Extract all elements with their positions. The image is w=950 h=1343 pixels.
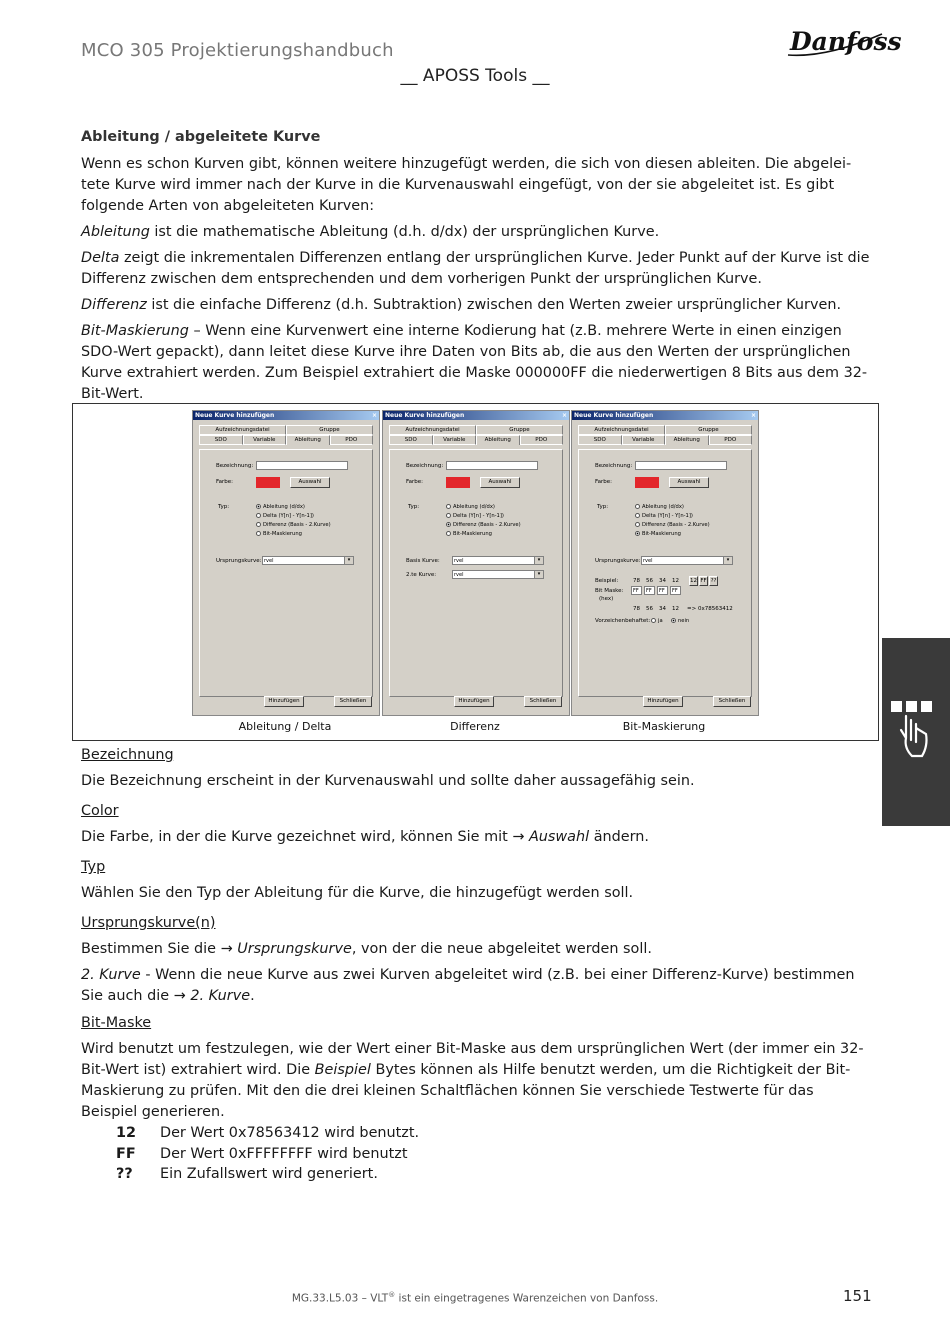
tab-sdo[interactable]: SDO	[199, 435, 243, 445]
zweite-kurve-label: 2.te Kurve:	[406, 572, 437, 578]
tab-ableitung[interactable]: Ableitung	[286, 435, 330, 445]
page-footer: MG.33.L5.03 – VLT® ist ein eingetragenes Warenzeichen von Danfoss.	[291, 1291, 659, 1305]
bezeichnung-label: Bezeichnung:	[406, 463, 444, 469]
chevron-down-icon: ▾	[534, 571, 543, 578]
ableitung-paragraph	[81, 222, 873, 243]
farbe-label: Farbe:	[216, 479, 234, 485]
radio-delta[interactable]: Delta (Y[n] - Y[n-1])	[635, 513, 693, 519]
basis-kurve-label: Basis Kurve:	[406, 558, 440, 564]
auswahl-button[interactable]: Auswahl	[669, 477, 709, 488]
color-swatch	[635, 477, 659, 488]
dialog-bit-maskierung	[571, 410, 759, 716]
field-descriptions	[81, 745, 873, 1128]
result-byte: 56	[646, 606, 653, 612]
chapter-side-tab	[882, 638, 950, 826]
tab-pdo[interactable]: PDO	[709, 435, 753, 445]
definition-row	[116, 1164, 419, 1185]
subsection-heading: Ableitung / abgeleitete Kurve	[81, 129, 321, 145]
radio-bitmaskierung[interactable]: Bit-Maskierung	[256, 531, 302, 537]
zweite-kurve-select[interactable]: rvel ▾	[452, 570, 544, 579]
schliessen-button[interactable]: Schließen	[524, 696, 562, 707]
dialog-titlebar: Neue Kurve hinzufügen ×	[195, 412, 377, 419]
arrow-icon: →	[512, 829, 525, 845]
result-byte: 78	[633, 606, 640, 612]
definition-key: ??	[116, 1166, 133, 1182]
ursprungskurve-select[interactable]: rvel ▾	[641, 556, 733, 565]
close-icon[interactable]: ×	[371, 412, 377, 419]
caption-ableitung-delta: Ableitung / Delta	[238, 720, 332, 733]
schliessen-button[interactable]: Schließen	[334, 696, 372, 707]
bezeichnung-title: Bezeichnung	[81, 747, 174, 763]
term: Differenz	[81, 297, 147, 313]
differenz-paragraph	[81, 295, 873, 316]
auswahl-button[interactable]: Auswahl	[290, 477, 330, 488]
beispiel-label: Beispiel:	[595, 578, 619, 584]
manual-title: MCO 305 Projektierungshandbuch	[81, 40, 394, 61]
arrow-icon: →	[220, 941, 233, 957]
tab-bar	[389, 425, 563, 449]
basis-kurve-select[interactable]: rvel ▾	[452, 556, 544, 565]
tab-aufzeichnungsdatei[interactable]: Aufzeichnungsdatei	[199, 425, 286, 435]
vorzeichen-label: Vorzeichenbehaftet:	[595, 618, 651, 624]
bezeichnung-input[interactable]	[256, 461, 348, 470]
farbe-label: Farbe:	[595, 479, 613, 485]
mask-byte-input[interactable]: FF	[631, 586, 642, 595]
color-swatch	[446, 477, 470, 488]
chevron-down-icon: ▾	[534, 557, 543, 564]
dialog-ableitung-delta	[192, 410, 380, 716]
tab-variable[interactable]: Variable	[622, 435, 666, 445]
beispiel-random-button[interactable]: ??	[710, 578, 717, 584]
radio-bitmaskierung[interactable]: Bit-Maskierung	[446, 531, 492, 537]
ursprung-title: Ursprungskurve(n)	[81, 915, 216, 931]
dialog-differenz	[382, 410, 570, 716]
tab-aufzeichnungsdatei[interactable]: Aufzeichnungsdatei	[389, 425, 476, 435]
hinzufuegen-button[interactable]: Hinzufügen	[454, 696, 494, 707]
radio-ableitung[interactable]: Ableitung (d/dx)	[256, 504, 305, 510]
caption-differenz: Differenz	[450, 720, 500, 733]
section-title: __ APOSS Tools __	[400, 66, 550, 86]
bitmask-paragraph	[81, 321, 873, 405]
tab-ableitung[interactable]: Ableitung	[476, 435, 520, 445]
radio-differenz[interactable]: Differenz (Basis - 2.Kurve)	[635, 522, 710, 528]
ursprungskurve-select[interactable]: rvel ▾	[262, 556, 354, 565]
tab-aufzeichnungsdatei[interactable]: Aufzeichnungsdatei	[578, 425, 665, 435]
radio-delta[interactable]: Delta (Y[n] - Y[n-1])	[446, 513, 504, 519]
beispiel-byte: 56	[646, 578, 653, 584]
dialog-screenshot-figure	[72, 403, 879, 741]
close-icon[interactable]: ×	[561, 412, 567, 419]
definition-key: FF	[116, 1145, 136, 1162]
tab-gruppe[interactable]: Gruppe	[665, 425, 752, 435]
danfoss-logo	[786, 22, 902, 60]
tab-variable[interactable]: Variable	[433, 435, 477, 445]
dialog-titlebar: Neue Kurve hinzufügen ×	[574, 412, 756, 419]
intro-paragraph: Wenn es schon Kurven gibt, können weitere hinzugefügt werden, die sich von diesen ableiten. Die abgelei-tete Kurve wird immer nach der Kurve in die Kurvenauswahl eingefügt, von der sie abgeleitet ist. Es gibt folgende Arten von abgeleiteten Kurven:	[81, 156, 852, 214]
beispiel-12-button[interactable]: 12	[690, 578, 697, 584]
beispiel-byte: 12	[672, 578, 679, 584]
zweite-kurve-text: 2. Kurve - Wenn die neue Kurve aus zwei Kurven abgeleitet wird (z.B. bei einer Differenz-Kurve) bestimmen Sie auch die → 2. Kurve.	[81, 967, 855, 1004]
beispiel-ff-button[interactable]: FF	[700, 578, 707, 584]
arrow-icon: →	[173, 988, 186, 1004]
tab-ableitung[interactable]: Ableitung	[665, 435, 709, 445]
typ-label: Typ:	[597, 504, 609, 510]
typ-label: Typ:	[218, 504, 230, 510]
term: Ableitung	[81, 224, 150, 240]
radio-ableitung[interactable]: Ableitung (d/dx)	[635, 504, 684, 510]
tab-gruppe[interactable]: Gruppe	[476, 425, 563, 435]
svg-text:Danfoss: Danfoss	[790, 27, 902, 56]
page-number: 151	[843, 1287, 872, 1305]
definition-value: Der Wert 0xFFFFFFFF wird benutzt	[160, 1145, 408, 1162]
radio-ableitung[interactable]: Ableitung (d/dx)	[446, 504, 495, 510]
mask-byte-input[interactable]: FF	[670, 586, 681, 595]
ursprung-text: Bestimmen Sie die → Ursprungskurve, von der die neue abgeleitet werden soll.	[81, 941, 652, 957]
mask-byte-input[interactable]: FF	[644, 586, 655, 595]
typ-text: Wählen Sie den Typ der Ableitung für die Kurve, die hinzugefügt werden soll.	[81, 885, 634, 901]
bitmaske-label: Bit Maske:	[595, 588, 624, 594]
bezeichnung-label: Bezeichnung:	[595, 463, 633, 469]
chevron-down-icon: ▾	[723, 557, 732, 564]
radio-differenz[interactable]: Differenz (Basis - 2.Kurve)	[256, 522, 331, 528]
color-text: Die Farbe, in der die Kurve gezeichnet wird, können Sie mit → Auswahl ändern.	[81, 829, 649, 845]
caption-bit-maskierung: Bit-Maskierung	[622, 720, 706, 733]
dialog-titlebar: Neue Kurve hinzufügen ×	[385, 412, 567, 419]
text: ist die mathematische Ableitung (d.h. d/dx) der ursprünglichen Kurve.	[149, 224, 660, 240]
radio-bitmaskierung[interactable]: Bit-Maskierung	[635, 531, 681, 537]
tab-bar	[199, 425, 373, 449]
farbe-label: Farbe:	[406, 479, 424, 485]
auswahl-button[interactable]: Auswahl	[480, 477, 520, 488]
hand-pointer-icon	[882, 638, 950, 826]
tab-sdo[interactable]: SDO	[578, 435, 622, 445]
tab-panel	[389, 449, 563, 704]
term: Delta	[81, 250, 120, 266]
bitmaske-title: Bit-Maske	[81, 1015, 152, 1031]
tab-panel	[199, 449, 373, 704]
result-byte: 34	[659, 606, 666, 612]
tab-sdo[interactable]: SDO	[389, 435, 433, 445]
beispiel-byte: 34	[659, 578, 666, 584]
tab-pdo[interactable]: PDO	[330, 435, 374, 445]
delta-paragraph	[81, 248, 873, 290]
definition-key: 12	[116, 1125, 137, 1141]
beispiel-byte: 78	[633, 578, 640, 584]
term: Bit-Maskierung	[81, 323, 189, 339]
chevron-down-icon: ▾	[344, 557, 353, 564]
definition-value: Der Wert 0x78563412 wird benutzt.	[160, 1125, 420, 1141]
tab-gruppe[interactable]: Gruppe	[286, 425, 373, 435]
definition-list	[116, 1123, 419, 1185]
result-value: => 0x78563412	[687, 606, 733, 612]
close-icon[interactable]: ×	[750, 412, 756, 419]
main-text	[81, 127, 873, 410]
definition-row	[116, 1123, 419, 1144]
result-byte: 12	[672, 606, 679, 612]
bezeichnung-text: Die Bezeichnung erscheint in der Kurvenauswahl und sollte daher aussagefähig sein.	[81, 773, 695, 789]
definition-value: Ein Zufallswert wird generiert.	[160, 1166, 378, 1182]
tab-panel	[578, 449, 752, 704]
tab-variable[interactable]: Variable	[243, 435, 287, 445]
bitmaske-text: Wird benutzt um festzulegen, wie der Wert einer Bit-Maske aus dem ursprünglichen Wert (der immer ein 32-Bit-Wert ist) extrahiert wird. Die Beispiel Bytes können als Hilfe benutzt werden, um die Richtigkeit der Bit-Maskierung zu prüfen. Mit den die drei kleinen Schaltflächen können Sie verschiede Testwerte für das Beispiel generieren.	[81, 1041, 864, 1120]
bezeichnung-input[interactable]	[446, 461, 538, 470]
text: – Wenn eine Kurvenwert eine interne Kodierung hat (z.B. mehrere Werte in einen einzigen SDO-Wert gepackt), dann leitet diese Kurve ihre Daten von Bits ab, die aus den Werten der ursprünglichen Kurve extrahiert werden. Zum Beispiel extrahiert die Maske 000000FF die niederwertigen 8 Bits aus dem 32-Bit-Wert.	[81, 323, 868, 402]
tab-pdo[interactable]: PDO	[520, 435, 564, 445]
definition-row	[116, 1144, 419, 1165]
radio-delta[interactable]: Delta (Y[n] - Y[n-1])	[256, 513, 314, 519]
text: zeigt die inkrementalen Differenzen entlang der ursprünglichen Kurve. Jeder Punkt auf der Kurve ist die Differenz zwischen dem entsprechenden und dem vorherigen Punkt der ursprünglichen Kurve.	[81, 250, 870, 287]
color-swatch	[256, 477, 280, 488]
hinzufuegen-button[interactable]: Hinzufügen	[643, 696, 683, 707]
radio-nein[interactable]: nein	[671, 618, 689, 624]
ursprungskurve-label: Ursprungskurve:	[595, 558, 641, 564]
radio-ja[interactable]: ja	[651, 618, 663, 624]
tab-bar	[578, 425, 752, 449]
text: ist die einfache Differenz (d.h. Subtraktion) zwischen den Werten zweier ursprünglicher Kurven.	[146, 297, 842, 313]
schliessen-button[interactable]: Schließen	[713, 696, 751, 707]
typ-title: Typ	[81, 859, 106, 875]
hex-label: (hex)	[599, 596, 614, 602]
radio-differenz[interactable]: Differenz (Basis - 2.Kurve)	[446, 522, 521, 528]
bezeichnung-input[interactable]	[635, 461, 727, 470]
ursprungskurve-label: Ursprungskurve:	[216, 558, 262, 564]
mask-byte-input[interactable]: FF	[657, 586, 668, 595]
typ-label: Typ:	[408, 504, 420, 510]
hinzufuegen-button[interactable]: Hinzufügen	[264, 696, 304, 707]
color-title: Color	[81, 803, 119, 819]
bezeichnung-label: Bezeichnung:	[216, 463, 254, 469]
